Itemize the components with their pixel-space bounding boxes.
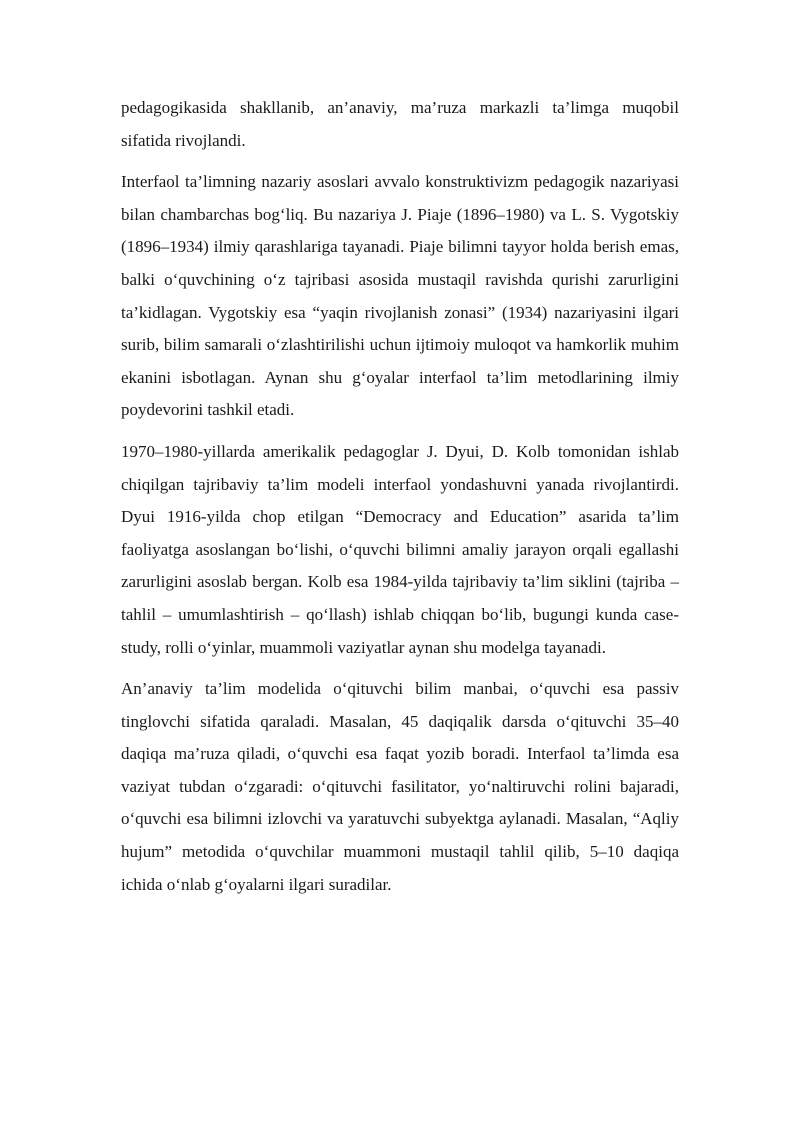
- paragraph-1: pedagogikasida shakllanib, an’anaviy, ma’ruza markazli ta’limga muqobil sifatida rivojlandi.: [121, 98, 679, 150]
- paragraph-2: Interfaol ta’limning nazariy asoslari avvalo konstruktivizm pedagogik nazariyasi bilan chambarchas bog‘liq. Bu nazariya J. Piaje (1896–1980) va L. S. Vygotskiy (1896–1934) ilmiy qarashlariga tayanadi. Piaje bilimni tayyor holda berish emas, balki o‘quvchining o‘z tajribasi asosida mustaqil ravishda qurishi zarurligini ta’kidlagan. Vygotskiy esa “yaqin rivojlanish zonasi” (1934) nazariyasini ilgari surib, bilim samarali o‘zlashtirilishi uchun ijtimoiy muloqot va hamkorlik muhim ekanini isbotlagan. Aynan shu g‘oyalar interfaol ta’lim metodlarining ilmiy poydevorini tashkil etadi.: [121, 172, 679, 420]
- paragraph-3: 1970–1980-yillarda amerikalik pedagoglar J. Dyui, D. Kolb tomonidan ishlab chiqilgan tajribaviy ta’lim modeli interfaol yondashuvni yanada rivojlantirdi. Dyui 1916-yilda chop etilgan “Democracy and Education” asarida ta’lim faoliyatga asoslangan bo‘lishi, o‘quvchi bilimni amaliy jarayon orqali egallashi zarurligini asoslab bergan. Kolb esa 1984-yilda tajribaviy ta’lim siklini (tajriba – tahlil – umumlashtirish – qo‘llash) ishlab chiqqan bo‘lib, bugungi kunda case-study, rolli o‘yinlar, muammoli vaziyatlar aynan shu modelga tayanadi.: [121, 441, 679, 657]
- body-text: [121, 92, 679, 910]
- paragraph-4: An’anaviy ta’lim modelida o‘qituvchi bilim manbai, o‘quvchi esa passiv tinglovchi sifatida qaraladi. Masalan, 45 daqiqalik darsda o‘qituvchi 35–40 daqiqa ma’ruza qiladi, o‘quvchi esa faqat yozib boradi. Interfaol ta’limda esa vaziyat tubdan o‘zgaradi: o‘qituvchi fasilitator, yo‘naltiruvchi rolini bajaradi, o‘quvchi esa bilimni izlovchi va yaratuvchi subyektga aylanadi. Masalan, “Aqliy hujum” metodida o‘quvchilar muammoni mustaqil tahlil qilib, 5–10 daqiqa ichida o‘nlab g‘oyalarni ilgari suradilar.: [121, 679, 679, 894]
